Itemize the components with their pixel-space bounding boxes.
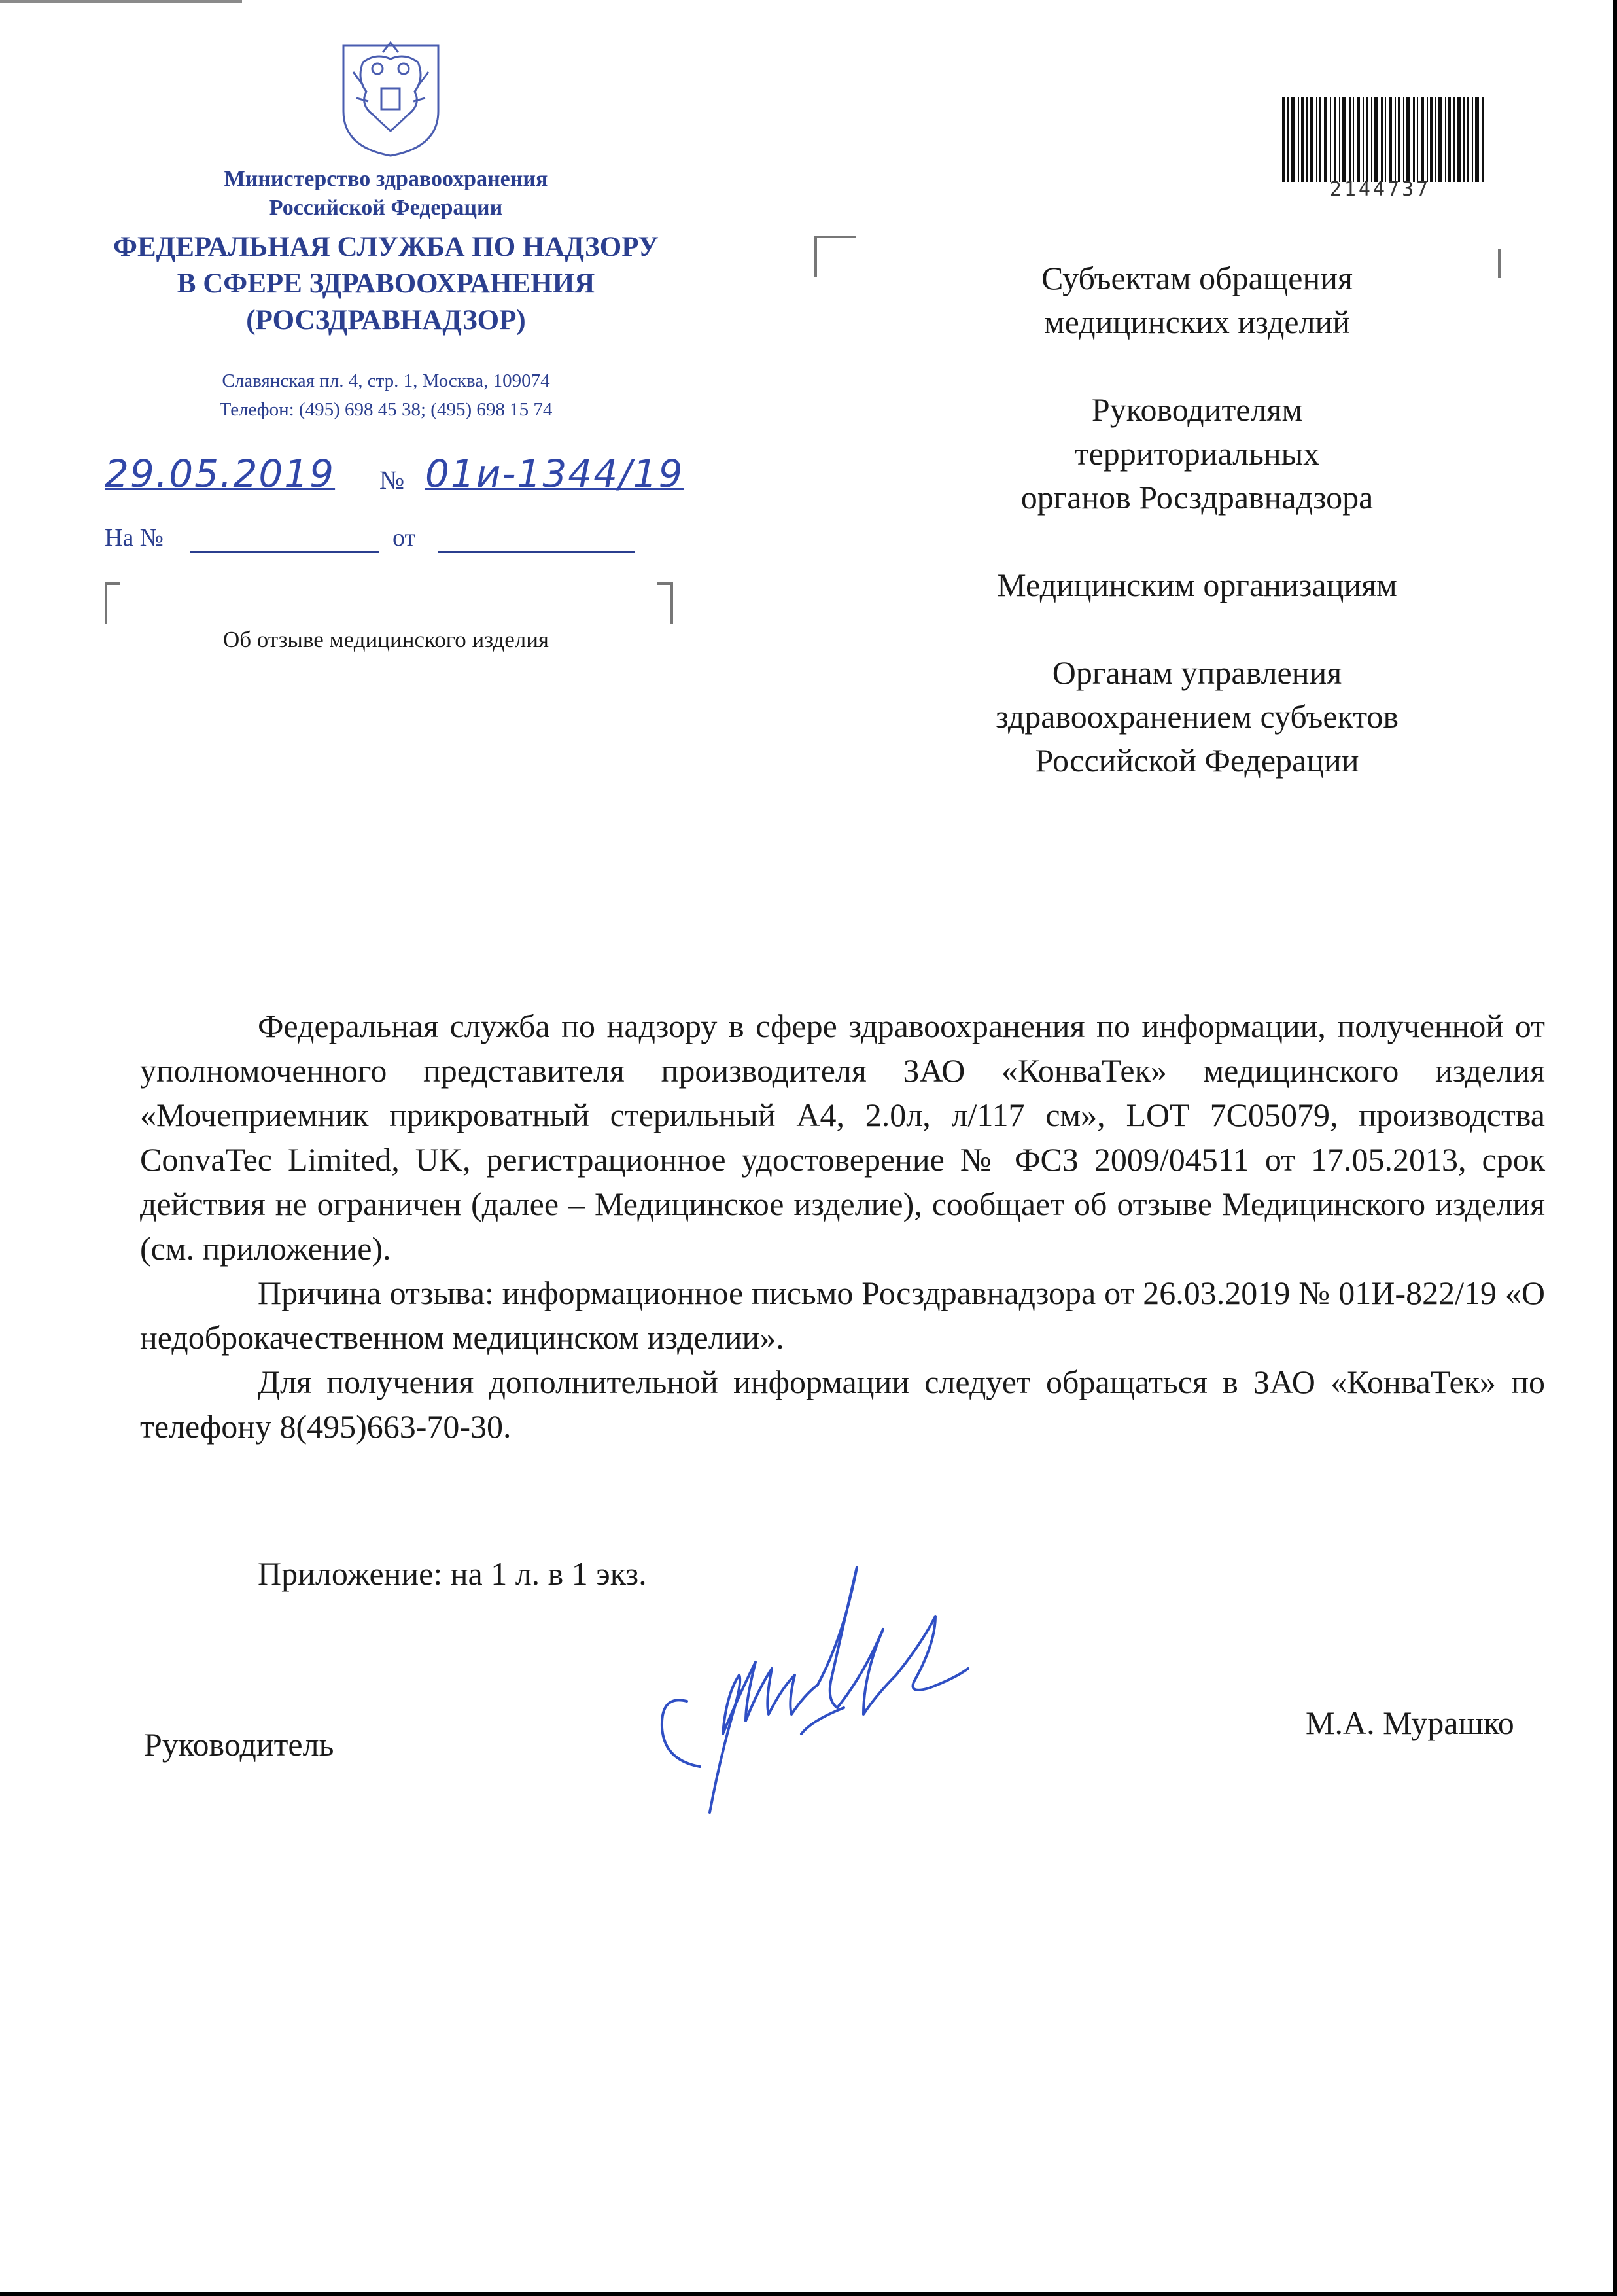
letter-body: [140, 1004, 1545, 1449]
addressee-line: Субъектам обращения: [1041, 260, 1353, 296]
ministry-line-2: Российской Федерации: [269, 196, 503, 220]
service-line-2: В СФЕРЕ ЗДРАВООХРАНЕНИЯ: [177, 268, 595, 299]
handwritten-signature: [648, 1564, 988, 1826]
letter-subject: Об отзыве медицинского изделия: [222, 627, 549, 652]
reference-line: [105, 523, 693, 563]
barcode: [1282, 97, 1485, 182]
ministry-line-1: Министерство здравоохранения: [224, 167, 548, 191]
body-paragraph-1: Федеральная служба по надзору в сфере здравоохранения по информации, полученной от уполномоченного представителя производителя ЗАО «КонваТек» медицинского изделия «Мочеприемник прикроватный стерильный А4, 2.0л, л/117 см», LOT 7С05079, производства ConvaTec Limited, UK, регистрационное удостоверение № ФСЗ 2009/04511 от 17.05.2013, срок действия не ограничен (далее – Медицинское изделие), сообщает об отзыве Медицинского изделия (см. приложение).: [140, 1008, 1545, 1267]
addressee-line: Российской Федерации: [1035, 742, 1359, 779]
reference-label: На №: [105, 524, 164, 552]
addressee-group: [909, 563, 1485, 607]
ministry-name: [98, 165, 674, 222]
reference-number-blank: [190, 551, 379, 553]
addressee-line: медицинских изделий: [1043, 304, 1351, 340]
signer-name: М.А. Мурашко: [1306, 1704, 1514, 1741]
addressees: [909, 256, 1485, 826]
addressee-group: [909, 256, 1485, 344]
barcode-number: 2144737: [1329, 178, 1431, 201]
registration-number: 01и-1344/19: [425, 451, 684, 496]
number-sign: №: [379, 465, 405, 495]
addressee-line: территориальных: [1074, 435, 1320, 472]
addressee-line: Руководителям: [1091, 391, 1303, 428]
registration-line: [105, 451, 798, 510]
service-line-1: ФЕДЕРАЛЬНАЯ СЛУЖБА ПО НАДЗОРУ: [113, 232, 659, 262]
signer-title: Руководитель: [144, 1726, 334, 1763]
service-line-3: (РОСЗДРАВНАДЗОР): [246, 305, 526, 336]
service-name: [65, 229, 706, 339]
reference-date-blank: [438, 551, 635, 553]
body-paragraph-3: Для получения дополнительной информации следует обращаться в ЗАО «КонваТек» по телефону 8(495)663-70-30.: [140, 1364, 1545, 1445]
body-paragraph-2: Причина отзыва: информационное письмо Росздравнадзора от 26.03.2019 № 01И-822/19 «О недоброкачественном медицинском изделии».: [140, 1275, 1545, 1356]
address-block: [98, 366, 674, 424]
addressee-line: Медицинским организациям: [997, 567, 1397, 603]
subject-bracket-left: [105, 582, 120, 624]
addressee-line: органов Росздравнадзора: [1020, 479, 1374, 516]
phone: Телефон: (495) 698 45 38; (495) 698 15 74: [219, 399, 553, 420]
addressee-line: здравоохранением субъектов: [995, 698, 1399, 735]
addressee-line: Органам управления: [1052, 654, 1342, 691]
attachment-note: Приложение: на 1 л. в 1 экз.: [258, 1555, 647, 1592]
registration-date: 29.05.2019: [105, 451, 336, 496]
addressee-group: [909, 651, 1485, 783]
subject-bracket-right: [657, 582, 673, 624]
addressee-bracket-right: [1498, 249, 1501, 278]
addressee-group: [909, 388, 1485, 520]
address: Славянская пл. 4, стр. 1, Москва, 109074: [222, 370, 550, 391]
reference-from-label: от: [392, 524, 416, 552]
addressee-bracket-left: [814, 236, 856, 277]
coat-of-arms-icon: [337, 33, 445, 157]
scan-edge-line: [0, 0, 242, 3]
